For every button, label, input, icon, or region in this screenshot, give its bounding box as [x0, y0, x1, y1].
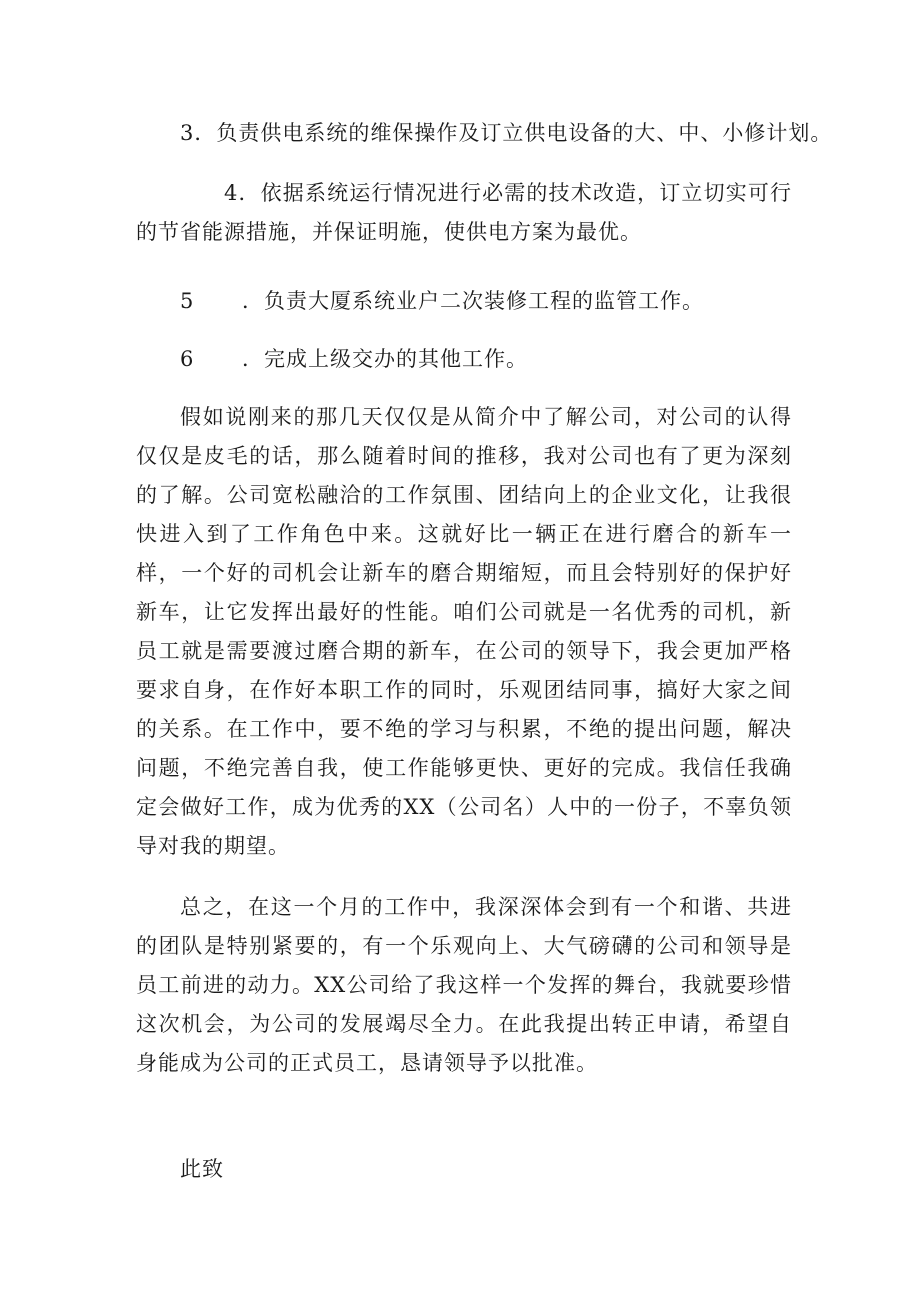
closing-salutation: 此致 [180, 1157, 224, 1181]
list-item-6 [180, 340, 792, 379]
list-number: 6 [180, 347, 195, 371]
body-paragraph-1: 假如说刚来的那几天仅仅是从简介中了解公司，对公司的认得仅仅是皮毛的话，那么随着时间的推移，我对公司也有了更为深刻的了解。公司宽松融洽的工作氛围、团结向上的企业文化，让我很快进入到了工作角色中来。这就好比一辆正在进行磨合的新车一样，一个好的司机会让新车的磨合期缩短，而且会特别好的保护好新车，让它发挥出最好的性能。咱们公司就是一名优秀的司机，新员工就是需要渡过磨合期的新车，在公司的领导下，我会更加严格要求自身，在作好本职工作的同时，乐观团结同事，搞好大家之间的关系。在工作中，要不绝的学习与积累，不绝的提出问题，解决问题，不绝完善自我，使工作能够更快、更好的完成。我信任我确定会做好工作，成为优秀的XX（公司名）人中的一份子，不辜负领导对我的期望。 [136, 405, 792, 858]
list-item-3 [180, 114, 833, 153]
body-paragraph-2: 总之，在这一个月的工作中，我深深体会到有一个和谐、共进的团队是特别紧要的，有一个乐观向上、大气磅礴的公司和领导是员工前进的动力。XX公司给了我这样一个发挥的舞台，我就要珍惜这次机会，为公司的发展竭尽全力。在此我提出转正申请，希望自身能成为公司的正式员工，恳请领导予以批准。 [136, 895, 792, 1075]
list-number: 3 [180, 121, 195, 145]
list-text: ．依据系统运行情况进行必需的技术改造，订立切实可行的节省能源措施，并保证明施，使供电方案为最优。 [136, 181, 792, 244]
list-text: ．负责大厦系统业户二次装修工程的监管工作。 [242, 289, 704, 313]
list-text: ．负责供电系统的维保操作及订立供电设备的大、中、小修计划。 [194, 121, 833, 145]
list-number: 5 [180, 289, 195, 313]
list-number: 4 [224, 181, 239, 205]
list-item-4 [136, 174, 792, 252]
list-item-5 [180, 282, 792, 321]
list-text: ．完成上级交办的其他工作。 [242, 347, 528, 371]
